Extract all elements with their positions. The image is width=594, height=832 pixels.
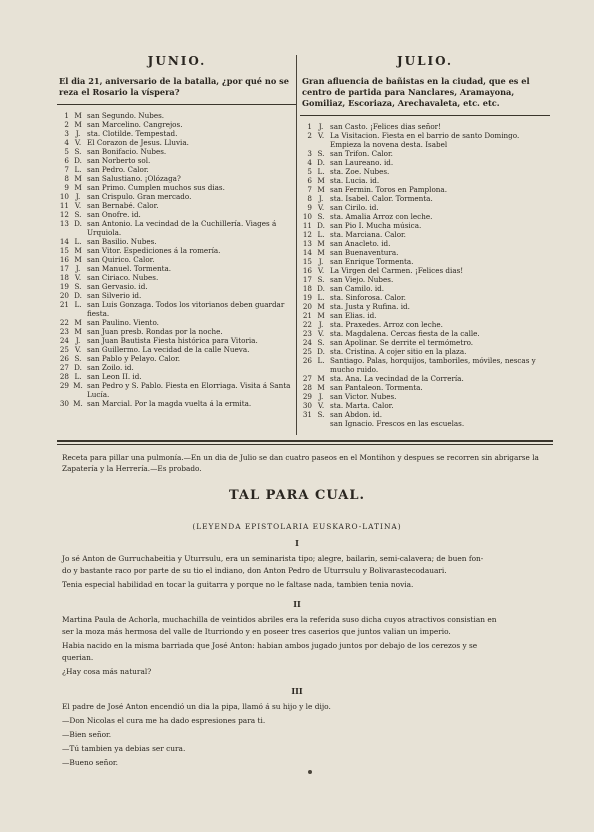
entry-weekday: M <box>317 311 325 320</box>
entry-weekday: S. <box>317 149 325 158</box>
entry-day-number: 17 <box>59 264 69 273</box>
entry-weekday: V. <box>317 329 325 338</box>
entry-text: san Trifon. Calor. <box>330 149 393 158</box>
section-divider-top <box>57 440 553 442</box>
entry-weekday: M <box>74 327 82 336</box>
entry-day-number: 19 <box>302 293 312 302</box>
junio-entries <box>57 111 297 408</box>
entry-day-number: 30 <box>59 399 69 408</box>
entry-weekday: L. <box>74 372 82 381</box>
entry-day-number: 14 <box>59 237 69 246</box>
story-paragraph <box>62 729 552 741</box>
entry-text: sta. Isabel. Calor. Tormenta. <box>330 194 433 203</box>
entry-weekday: M <box>317 185 325 194</box>
entry-weekday: V. <box>317 401 325 410</box>
entry-weekday: J. <box>318 257 324 266</box>
calendar-entry <box>300 203 550 212</box>
entry-day-number: 15 <box>59 246 69 255</box>
story-paragraph <box>62 701 552 713</box>
entry-day-number: 2 <box>64 120 69 129</box>
entry-text: sta. Lucia. id. <box>330 176 380 185</box>
calendar-entry <box>57 192 297 201</box>
calendar-entry <box>300 302 550 311</box>
story-paragraph <box>62 666 552 678</box>
entry-day-number: 29 <box>59 381 69 390</box>
entry-weekday: J. <box>75 192 81 201</box>
entry-weekday: S. <box>317 212 325 221</box>
junio-intro: El dia 21, aniversario de la batalla, ¿por qué no se reza el Rosario la víspera? <box>59 76 289 97</box>
story-title: TAL PARA CUAL. <box>228 488 366 503</box>
story-paragraph <box>62 640 552 664</box>
entry-weekday: D. <box>317 158 325 167</box>
entry-weekday: J. <box>75 129 81 138</box>
julio-column <box>300 48 550 428</box>
calendar-entry <box>57 201 297 210</box>
julio-entries <box>300 122 550 428</box>
calendar-entry <box>300 131 550 149</box>
story-line: ¿Hay cosa más natural? <box>62 667 152 676</box>
entry-day-number: 21 <box>59 300 69 309</box>
entry-weekday: D. <box>317 347 325 356</box>
entry-weekday: J. <box>318 392 324 401</box>
entry-text: La Virgen del Carmen. ¡Felices dias! <box>330 266 464 275</box>
entry-weekday: J. <box>75 336 81 345</box>
entry-text: san Quirico. Calor. <box>87 255 155 264</box>
entry-weekday: S. <box>74 282 82 291</box>
calendar-entry <box>300 149 550 158</box>
entry-weekday: J. <box>318 194 324 203</box>
entry-weekday: D. <box>317 284 325 293</box>
entry-text: sta. Cristina. A cojer sitio en la plaza. <box>330 347 467 356</box>
entry-day-number: 29 <box>302 392 312 401</box>
calendar-entry <box>57 399 297 408</box>
entry-day-number: 27 <box>59 363 69 372</box>
entry-weekday: M <box>317 374 325 383</box>
calendar-entry <box>57 246 297 255</box>
story-paragraph <box>62 579 552 591</box>
entry-day-number: 10 <box>59 192 69 201</box>
entry-day-number: 20 <box>59 291 69 300</box>
entry-weekday: M <box>317 176 325 185</box>
entry-weekday: V. <box>317 203 325 212</box>
entry-text: san Zoilo. id. <box>87 363 134 372</box>
calendar-entry <box>300 311 550 320</box>
entry-day-number: 27 <box>302 374 312 383</box>
story-line: Tenia especial habilidad en tocar la guitarra y porque no le faltase nada, tambien tenia novia. <box>62 580 414 589</box>
entry-text: san Pio I. Mucha música. <box>330 221 422 230</box>
entry-text: san Juan Bautista Fiesta histórica para Vitoria. <box>87 336 258 345</box>
calendar-entry <box>300 212 550 221</box>
story-line: Jo sé Anton de Gurruchabeitia y Uturrsulu, era un seminarista tipo; alegre, bailarin, semi-calavera; de buen fon- <box>62 554 484 563</box>
entry-day-number: 17 <box>302 275 312 284</box>
story-paragraph <box>62 757 552 769</box>
entry-day-number: 9 <box>64 183 69 192</box>
entry-text: san Marcelino. Cangrejos. <box>87 120 183 129</box>
story-line: ser la moza más hermosa del valle de Iturriondo y en poseer tres caserios que juntos valian un imperio. <box>62 627 451 636</box>
entry-text: El Corazon de Jesus. Lluvia. <box>87 138 189 147</box>
calendar-entry <box>300 356 550 374</box>
entry-day-number: 5 <box>307 167 312 176</box>
entry-weekday: L. <box>317 293 325 302</box>
entry-text: sta. Magdalena. Cercas fiesta de la calle. <box>330 329 480 338</box>
entry-text: san Paulino. Viento. <box>87 318 159 327</box>
julio-title: JULIO. <box>396 54 454 68</box>
entry-day-number: 23 <box>302 329 312 338</box>
entry-day-number: 22 <box>59 318 69 327</box>
entry-day-number <box>300 419 315 428</box>
calendar-entry <box>57 210 297 219</box>
entry-weekday: J. <box>318 122 324 131</box>
entry-weekday: M <box>74 255 82 264</box>
entry-day-number: 8 <box>64 174 69 183</box>
entry-day-number: 3 <box>64 129 69 138</box>
entry-day-number: 4 <box>64 138 69 147</box>
entry-day-number: 9 <box>307 203 312 212</box>
entry-text: sta. Marciana. Calor. <box>330 230 406 239</box>
entry-weekday: J. <box>318 320 324 329</box>
entry-text: san Leon II. id. <box>87 372 142 381</box>
entry-text: san Pablo y Pelayo. Calor. <box>87 354 181 363</box>
entry-text: san Juan presb. Rondas por la noche. <box>87 327 223 336</box>
entry-weekday <box>315 419 330 428</box>
section-numeral: III <box>291 686 303 696</box>
entry-day-number: 30 <box>302 401 312 410</box>
entry-weekday: D. <box>74 363 82 372</box>
entry-weekday: L. <box>74 237 82 246</box>
entry-day-number: 10 <box>302 212 312 221</box>
entry-day-number: 8 <box>307 194 312 203</box>
entry-day-number: 12 <box>59 210 69 219</box>
calendar-entry <box>300 275 550 284</box>
entry-text: san Antonio. La vecindad de la Cuchillería. Viages á Urquiola. <box>87 219 277 237</box>
entry-day-number: 7 <box>307 185 312 194</box>
entry-weekday: L. <box>74 300 82 309</box>
entry-day-number: 4 <box>307 158 312 167</box>
entry-weekday: M <box>74 120 82 129</box>
entry-text: san Manuel. Tormenta. <box>87 264 172 273</box>
entry-day-number: 13 <box>302 239 312 248</box>
entry-weekday: L. <box>74 165 82 174</box>
entry-day-number: 3 <box>307 149 312 158</box>
calendar-entry <box>300 266 550 275</box>
entry-weekday: D. <box>74 219 82 228</box>
entry-day-number: 15 <box>302 257 312 266</box>
story-paragraph <box>62 743 552 755</box>
calendar-entry <box>57 111 297 120</box>
entry-weekday: S. <box>317 275 325 284</box>
calendar-entry <box>300 392 550 401</box>
story-line: —Don Nicolas el cura me ha dado espresiones para ti. <box>62 716 266 725</box>
calendar-entry <box>57 174 297 183</box>
entry-day-number: 25 <box>59 345 69 354</box>
entry-text: sta. Amalia Arroz con leche. <box>330 212 433 221</box>
calendar-entry <box>300 383 550 392</box>
entry-day-number: 24 <box>302 338 312 347</box>
entry-day-number: 23 <box>59 327 69 336</box>
entry-text: san Pedro y S. Pablo. Fiesta en Elorriaga. Visita á Santa Lucía. <box>87 381 291 399</box>
entry-weekday: M <box>74 318 82 327</box>
calendar-entry <box>57 372 297 381</box>
calendar-entry <box>57 237 297 246</box>
junio-title: JUNIO. <box>147 54 207 68</box>
entry-day-number: 18 <box>302 284 312 293</box>
story-line: El padre de José Anton encendió un dia la pipa, llamó á su hijo y le dijo. <box>62 702 331 711</box>
entry-text: sta. Zoe. Nubes. <box>330 167 390 176</box>
entry-weekday: S. <box>317 338 325 347</box>
entry-weekday: M <box>317 383 325 392</box>
entry-weekday: M <box>74 183 82 192</box>
calendar-entry <box>57 264 297 273</box>
entry-weekday: D. <box>74 291 82 300</box>
calendar-entry <box>300 221 550 230</box>
calendar-entry <box>300 347 550 356</box>
entry-text: san Victor. Nubes. <box>330 392 397 401</box>
entry-text: san Marcial. Por la magda vuelta á la ermita. <box>87 399 252 408</box>
entry-text: sta. Justa y Rufina. id. <box>330 302 410 311</box>
calendar-entry <box>57 129 297 138</box>
story-line: querian. <box>62 653 94 662</box>
entry-weekday: D. <box>74 156 82 165</box>
entry-day-number: 6 <box>64 156 69 165</box>
entry-text: san Primo. Cumplen muchos sus dias. <box>87 183 225 192</box>
entry-text: san Vitor. Espediciones á la romería. <box>87 246 221 255</box>
section-numeral: I <box>295 538 299 548</box>
entry-text: san Bonifacio. Nubes. <box>87 147 167 156</box>
entry-weekday: M <box>74 174 82 183</box>
entry-text: san Viejo. Nubes. <box>330 275 394 284</box>
calendar-entry <box>57 345 297 354</box>
entry-day-number: 22 <box>302 320 312 329</box>
calendar-entry <box>300 284 550 293</box>
story-line: —Bueno señor. <box>62 758 118 767</box>
calendar-entry <box>300 293 550 302</box>
entry-text: san Ciriaco. Nubes. <box>87 273 159 282</box>
calendar-entry <box>300 194 550 203</box>
story-line: Habia nacido en la misma barriada que José Anton: habian ambos jugado juntos por debajo de los cerezos y se <box>62 641 478 650</box>
calendar-entry <box>57 282 297 291</box>
calendar-entry <box>300 176 550 185</box>
calendar-entry <box>300 248 550 257</box>
entry-text: san Cirilo. id. <box>330 203 379 212</box>
calendar-entry <box>300 158 550 167</box>
entry-day-number: 28 <box>302 383 312 392</box>
entry-weekday: M <box>317 302 325 311</box>
entry-day-number: 18 <box>59 273 69 282</box>
story-subtitle: (LEYENDA EPISTOLARIA EUSKARO-LATINA) <box>192 522 402 531</box>
calendar-entry <box>300 338 550 347</box>
entry-text: san Anacleto. id. <box>330 239 391 248</box>
julio-rule <box>300 115 550 116</box>
entry-day-number: 12 <box>302 230 312 239</box>
calendar-entry <box>57 156 297 165</box>
calendar-entry <box>300 122 550 131</box>
entry-day-number: 14 <box>302 248 312 257</box>
entry-text: san Fermin. Toros en Pamplona. <box>330 185 447 194</box>
entry-weekday: J. <box>75 264 81 273</box>
entry-day-number: 2 <box>307 131 312 140</box>
entry-text: san Gervasio. id. <box>87 282 148 291</box>
entry-text: sta. Sinforosa. Calor. <box>330 293 406 302</box>
calendar-entry <box>57 138 297 147</box>
receta-text: Receta para pillar una pulmonía.—En un dia de Julio se dan cuatro paseos en el Montihon y despues se recorren sin abrigarse la Zapatería y la Herrería.—Es probado. <box>62 453 539 473</box>
entry-text: san Guillermo. La vecidad de la calle Nueva. <box>87 345 250 354</box>
calendar-entry <box>300 257 550 266</box>
entry-weekday: V. <box>317 266 325 275</box>
entry-weekday: V. <box>74 201 82 210</box>
entry-text: san Crispulo. Gran mercado. <box>87 192 192 201</box>
entry-day-number: 1 <box>307 122 312 131</box>
calendar-entry <box>300 410 550 419</box>
entry-weekday: S. <box>317 410 325 419</box>
calendar-entry <box>57 300 297 318</box>
entry-text: san Apolinar. Se derrite el termómetro. <box>330 338 474 347</box>
entry-weekday: L. <box>317 356 325 365</box>
entry-day-number: 16 <box>302 266 312 275</box>
calendar-entry <box>57 318 297 327</box>
entry-text: Santiago. Palas, horquijos, tamboriles, móviles, nescas y mucho ruido. <box>330 356 536 374</box>
entry-day-number: 24 <box>59 336 69 345</box>
story-line: do y bastante raco por parte de su tio el indiano, don Anton Pedro de Uturrsulu y Bolivarastecodauari. <box>62 566 447 575</box>
entry-weekday: V. <box>74 138 82 147</box>
entry-text: san Basilio. Nubes. <box>87 237 157 246</box>
entry-text: La Visitacion. Fiesta en el barrio de santo Domingo. Empieza la novena desta. Isabel <box>330 131 520 149</box>
calendar-entry <box>300 329 550 338</box>
calendar-entry <box>300 185 550 194</box>
entry-text: sta. Ana. La vecindad de la Correría. <box>330 374 464 383</box>
story-paragraph <box>62 553 552 577</box>
calendar-entry <box>57 354 297 363</box>
calendar-entry <box>57 120 297 129</box>
junio-rule <box>57 104 297 105</box>
entry-day-number: 11 <box>59 201 69 210</box>
entry-day-number: 19 <box>59 282 69 291</box>
story-paragraph <box>62 715 552 727</box>
calendar-entry <box>300 320 550 329</box>
calendar-entry <box>57 291 297 300</box>
entry-weekday: V. <box>74 273 82 282</box>
entry-weekday: V. <box>74 345 82 354</box>
entry-day-number: 20 <box>302 302 312 311</box>
entry-day-number: 6 <box>307 176 312 185</box>
julio-intro: Gran afluencia de bañistas en la ciudad, que es el centro de partida para Nanclares, Aramayona, Gomiliaz, Escoriaza, Arechavaleta, etc. etc. <box>302 76 530 108</box>
entry-day-number: 7 <box>64 165 69 174</box>
entry-weekday: M <box>74 111 82 120</box>
calendar-entry <box>57 363 297 372</box>
calendar-entry <box>300 419 550 428</box>
calendar-entry <box>57 336 297 345</box>
calendar-entry <box>300 230 550 239</box>
entry-text: san Casto. ¡Felices dias señor! <box>330 122 441 131</box>
entry-text: sta. Clotilde. Tempestad. <box>87 129 178 138</box>
calendar-entry <box>57 381 297 399</box>
calendar-entry <box>57 219 297 237</box>
entry-text: san Onofre. id. <box>87 210 141 219</box>
entry-day-number: 5 <box>64 147 69 156</box>
calendar-entry <box>57 183 297 192</box>
entry-text: san Pantaleon. Tormenta. <box>330 383 423 392</box>
entry-day-number: 21 <box>302 311 312 320</box>
calendar-entry <box>57 255 297 264</box>
entry-text: san Pedro. Calor. <box>87 165 149 174</box>
entry-weekday: V. <box>317 131 325 140</box>
entry-text: san Bernabé. Calor. <box>87 201 159 210</box>
entry-weekday: M <box>74 246 82 255</box>
entry-day-number: 26 <box>302 356 312 365</box>
story-line: —Bien señor. <box>62 730 112 739</box>
entry-text: san Enrique Tormenta. <box>330 257 414 266</box>
entry-text: san Luis Gonzaga. Todos los vitorianos deben guardar fiesta. <box>87 300 285 318</box>
entry-text: san Camilo. id. <box>330 284 385 293</box>
entry-weekday: M. <box>73 399 83 408</box>
entry-day-number: 31 <box>302 410 312 419</box>
entry-weekday: D. <box>317 221 325 230</box>
entry-day-number: 25 <box>302 347 312 356</box>
entry-weekday: M. <box>73 381 83 390</box>
entry-weekday: S. <box>74 354 82 363</box>
entry-weekday: S. <box>74 147 82 156</box>
junio-column <box>57 48 297 408</box>
entry-weekday: L. <box>317 230 325 239</box>
entry-text: san Segundo. Nubes. <box>87 111 165 120</box>
section-divider-top-thin <box>57 444 553 445</box>
column-divider <box>296 55 297 435</box>
entry-text: san Abdon. id. <box>330 410 382 419</box>
calendar-entry <box>57 273 297 282</box>
calendar-entry <box>300 374 550 383</box>
printer-mark <box>308 770 312 774</box>
calendar-entry <box>300 401 550 410</box>
calendar-entry <box>300 167 550 176</box>
entry-text: san Ignacio. Frescos en las escuelas. <box>330 419 465 428</box>
entry-day-number: 28 <box>59 372 69 381</box>
entry-day-number: 11 <box>302 221 312 230</box>
entry-text: sta. Marta. Calor. <box>330 401 394 410</box>
calendar-entry <box>57 165 297 174</box>
entry-text: sta. Praxedes. Arroz con leche. <box>330 320 443 329</box>
story-line: Martina Paula de Achorla, muchachilla de veintidos abriles era la referida suso dicha cuyos atractivos consistian en <box>62 615 497 624</box>
entry-day-number: 1 <box>64 111 69 120</box>
entry-text: san Salustiano. ¡Olózaga? <box>87 174 181 183</box>
entry-day-number: 26 <box>59 354 69 363</box>
section-numeral: II <box>293 599 301 609</box>
entry-text: san Silverio id. <box>87 291 142 300</box>
entry-day-number: 16 <box>59 255 69 264</box>
entry-text: san Elias. id. <box>330 311 377 320</box>
entry-weekday: S. <box>74 210 82 219</box>
entry-weekday: M <box>317 239 325 248</box>
calendar-entry <box>57 327 297 336</box>
calendar-entry <box>300 239 550 248</box>
entry-text: san Laureano. id. <box>330 158 394 167</box>
story-paragraph <box>62 614 552 638</box>
story-line: —Tú tambien ya debias ser cura. <box>62 744 186 753</box>
entry-text: san Buenaventura. <box>330 248 399 257</box>
calendar-entry <box>57 147 297 156</box>
entry-weekday: L. <box>317 167 325 176</box>
entry-weekday: M <box>317 248 325 257</box>
entry-day-number: 13 <box>59 219 69 228</box>
entry-text: san Norberto sol. <box>87 156 151 165</box>
